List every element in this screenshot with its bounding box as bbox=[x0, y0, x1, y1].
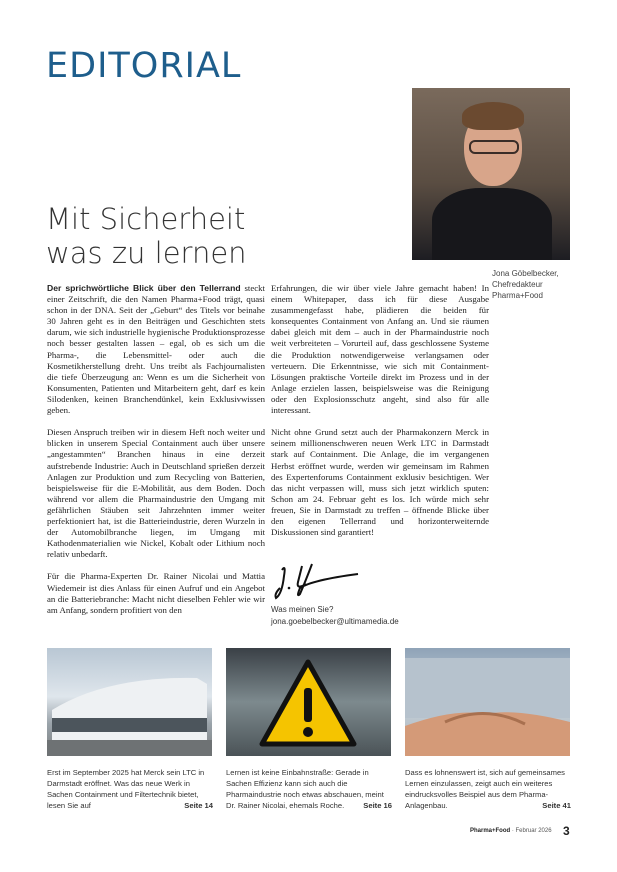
footer-publication bbox=[470, 828, 552, 834]
teaser-caption bbox=[405, 767, 571, 811]
author-photo bbox=[412, 88, 570, 260]
page-reference[interactable]: Seite 14 bbox=[184, 801, 213, 810]
paragraph: Diesen Anspruch treiben wir in diesem Heft noch weiter und blicken in unserem Special Containment auch über unsere „angestammten“ Branchen hinaus in eine derzeit aufstrebende Industrie: Auch in Deutschland sprießen derzeit Anlagen zur Produktion und zum Recycling von Batterien, beispielsweise für die E-Mobilität, aus dem Boden. Doch während vor allem die Pharmaindustrie den Umgang mit gefährlichen Stäuben seit Jahrzehnten immer weiter perfektioniert hat, ist die Batterieindustrie, deren Wurzeln in der Automobilbranche liegen, im Umgang mit Kathodenmaterialien wie Nickel, Kobalt oder Lithium noch relativ unbedarft. bbox=[47, 427, 265, 560]
author-publication: Pharma+Food bbox=[492, 291, 543, 300]
article-column-1 bbox=[47, 283, 265, 627]
author-caption bbox=[492, 268, 559, 301]
lead-in: Der sprichwörtliche Blick über den Tellerrand bbox=[47, 283, 241, 293]
handshake-image bbox=[405, 648, 570, 756]
paragraph: Für die Pharma-Experten Dr. Rainer Nicolai und Mattia Wiedemeir ist dies Anlass für einen Aufruf und ein Angebot an die Batteriebranche: Macht nicht dieselben Fehler wie wir am Anfang, sondern profitiert von den bbox=[47, 571, 265, 615]
page-reference[interactable]: Seite 41 bbox=[542, 801, 571, 810]
headline: Mit Sicherheit was zu lernen bbox=[46, 202, 247, 270]
paragraph bbox=[47, 283, 265, 416]
author-role: Chefredakteur bbox=[492, 280, 543, 289]
warning-sign-image bbox=[226, 648, 391, 756]
paragraph: Nicht ohne Grund setzt auch der Pharmakonzern Merck in seinem millionenschweren neuen Werk LTC in Darmstadt stark auf Containment. Die Anlage, die im vergangenen Herbst eröffnet wurde, werden wir gemeinsam im Rahmen des Expertenforums Containment exklusiv besichtigen. Wer das nicht verpassen will, muss sich jetzt wirklich sputen: Schon am 24. Februar geht es los. Ich würde mich sehr freuen, Sie in Darmstadt zu treffen – öffnende Blicke über den eigenen Tellerrand und horizonterweiternde Diskussionen sind garantiert! bbox=[271, 427, 489, 538]
paragraph-text: steckt einer Zeitschrift, die den Namen Pharma+Food trägt, quasi schon in der DNA. Seit der „Geburt“ des Titels vor beinahe 30 Jahren geht es in den Beiträgen und Geschichten stets darum, wie sich industrielle hygienische Produktionsprozesse noch besser gestalten lassen – egal, ob es sich um die Pharma-, die Lebensmittel- oder auch die Kosmetikherstellung dreht. Uns treibt als Fachjournalisten die tiefe Überzeugung an: Wenn es um die Sicherheit von Konsumenten, Patienten und Mitarbeitern geht, darf es kein Silodenken, keinen Branchendünkel, kein Exklusivwissen geben. bbox=[47, 283, 266, 416]
teaser-caption bbox=[226, 767, 392, 811]
page-reference[interactable]: Seite 16 bbox=[363, 801, 392, 810]
contact-question: Was meinen Sie? bbox=[271, 605, 334, 614]
section-title: EDITORIAL bbox=[46, 46, 242, 86]
publication-name: Pharma+Food bbox=[470, 828, 511, 834]
paragraph: Erfahrungen, die wir über viele Jahre gemacht haben! In einem Whitepaper, dass ich für diese Ausgabe zusammengefasst habe, plädieren die beiden für konsequentes Containment von Anfang an. Und sie räumen dabei gleich mit dem – auch in der Pharmaindustrie noch weit verbreiteten – Vorurteil auf, dass geschlossene Systeme die Produktion notwendigerweise verlangsamen oder verteuern. Die Erkenntnisse, wie sich mit Containment-Lösungen praktische Vorteile direkt im Prozess und in der Anlage erzielen lassen, beispielsweise was die Reinigung oder den Explosionsschutz angeht, sind also für alle interessant. bbox=[271, 283, 489, 416]
page-number: 3 bbox=[563, 824, 570, 838]
merck-ltc-building-image bbox=[47, 648, 212, 756]
teaser-text: Lernen ist keine Einbahnstraße: Gerade in Sachen Effizienz kann sich auch die Pharmaindustrie noch etwas abschauen, meint Dr. Rainer Nicolai, ehemals Roche. bbox=[226, 768, 384, 810]
teaser-text: Erst im September 2025 hat Merck sein LTC in Darmstadt eröffnet. Was das neue Werk in Sachen Containment und Filtertechnik bietet, lesen Sie auf bbox=[47, 768, 205, 810]
article-column-2 bbox=[271, 283, 489, 549]
teaser-text: Dass es lohnenswert ist, sich auf gemeinsames Lernen einzulassen, zeigt auch ein weiteres eindrucksvolles Beispiel aus dem Pharma-Anlagenbau. bbox=[405, 768, 565, 810]
teaser-caption bbox=[47, 767, 213, 811]
signature-icon bbox=[272, 560, 367, 602]
contact-email[interactable]: jona.goebelbecker@ultimamedia.de bbox=[271, 617, 399, 626]
author-name: Jona Göbelbecker, bbox=[492, 269, 559, 278]
issue-date: · Februar 2026 bbox=[510, 828, 552, 834]
contact-block bbox=[271, 604, 399, 628]
